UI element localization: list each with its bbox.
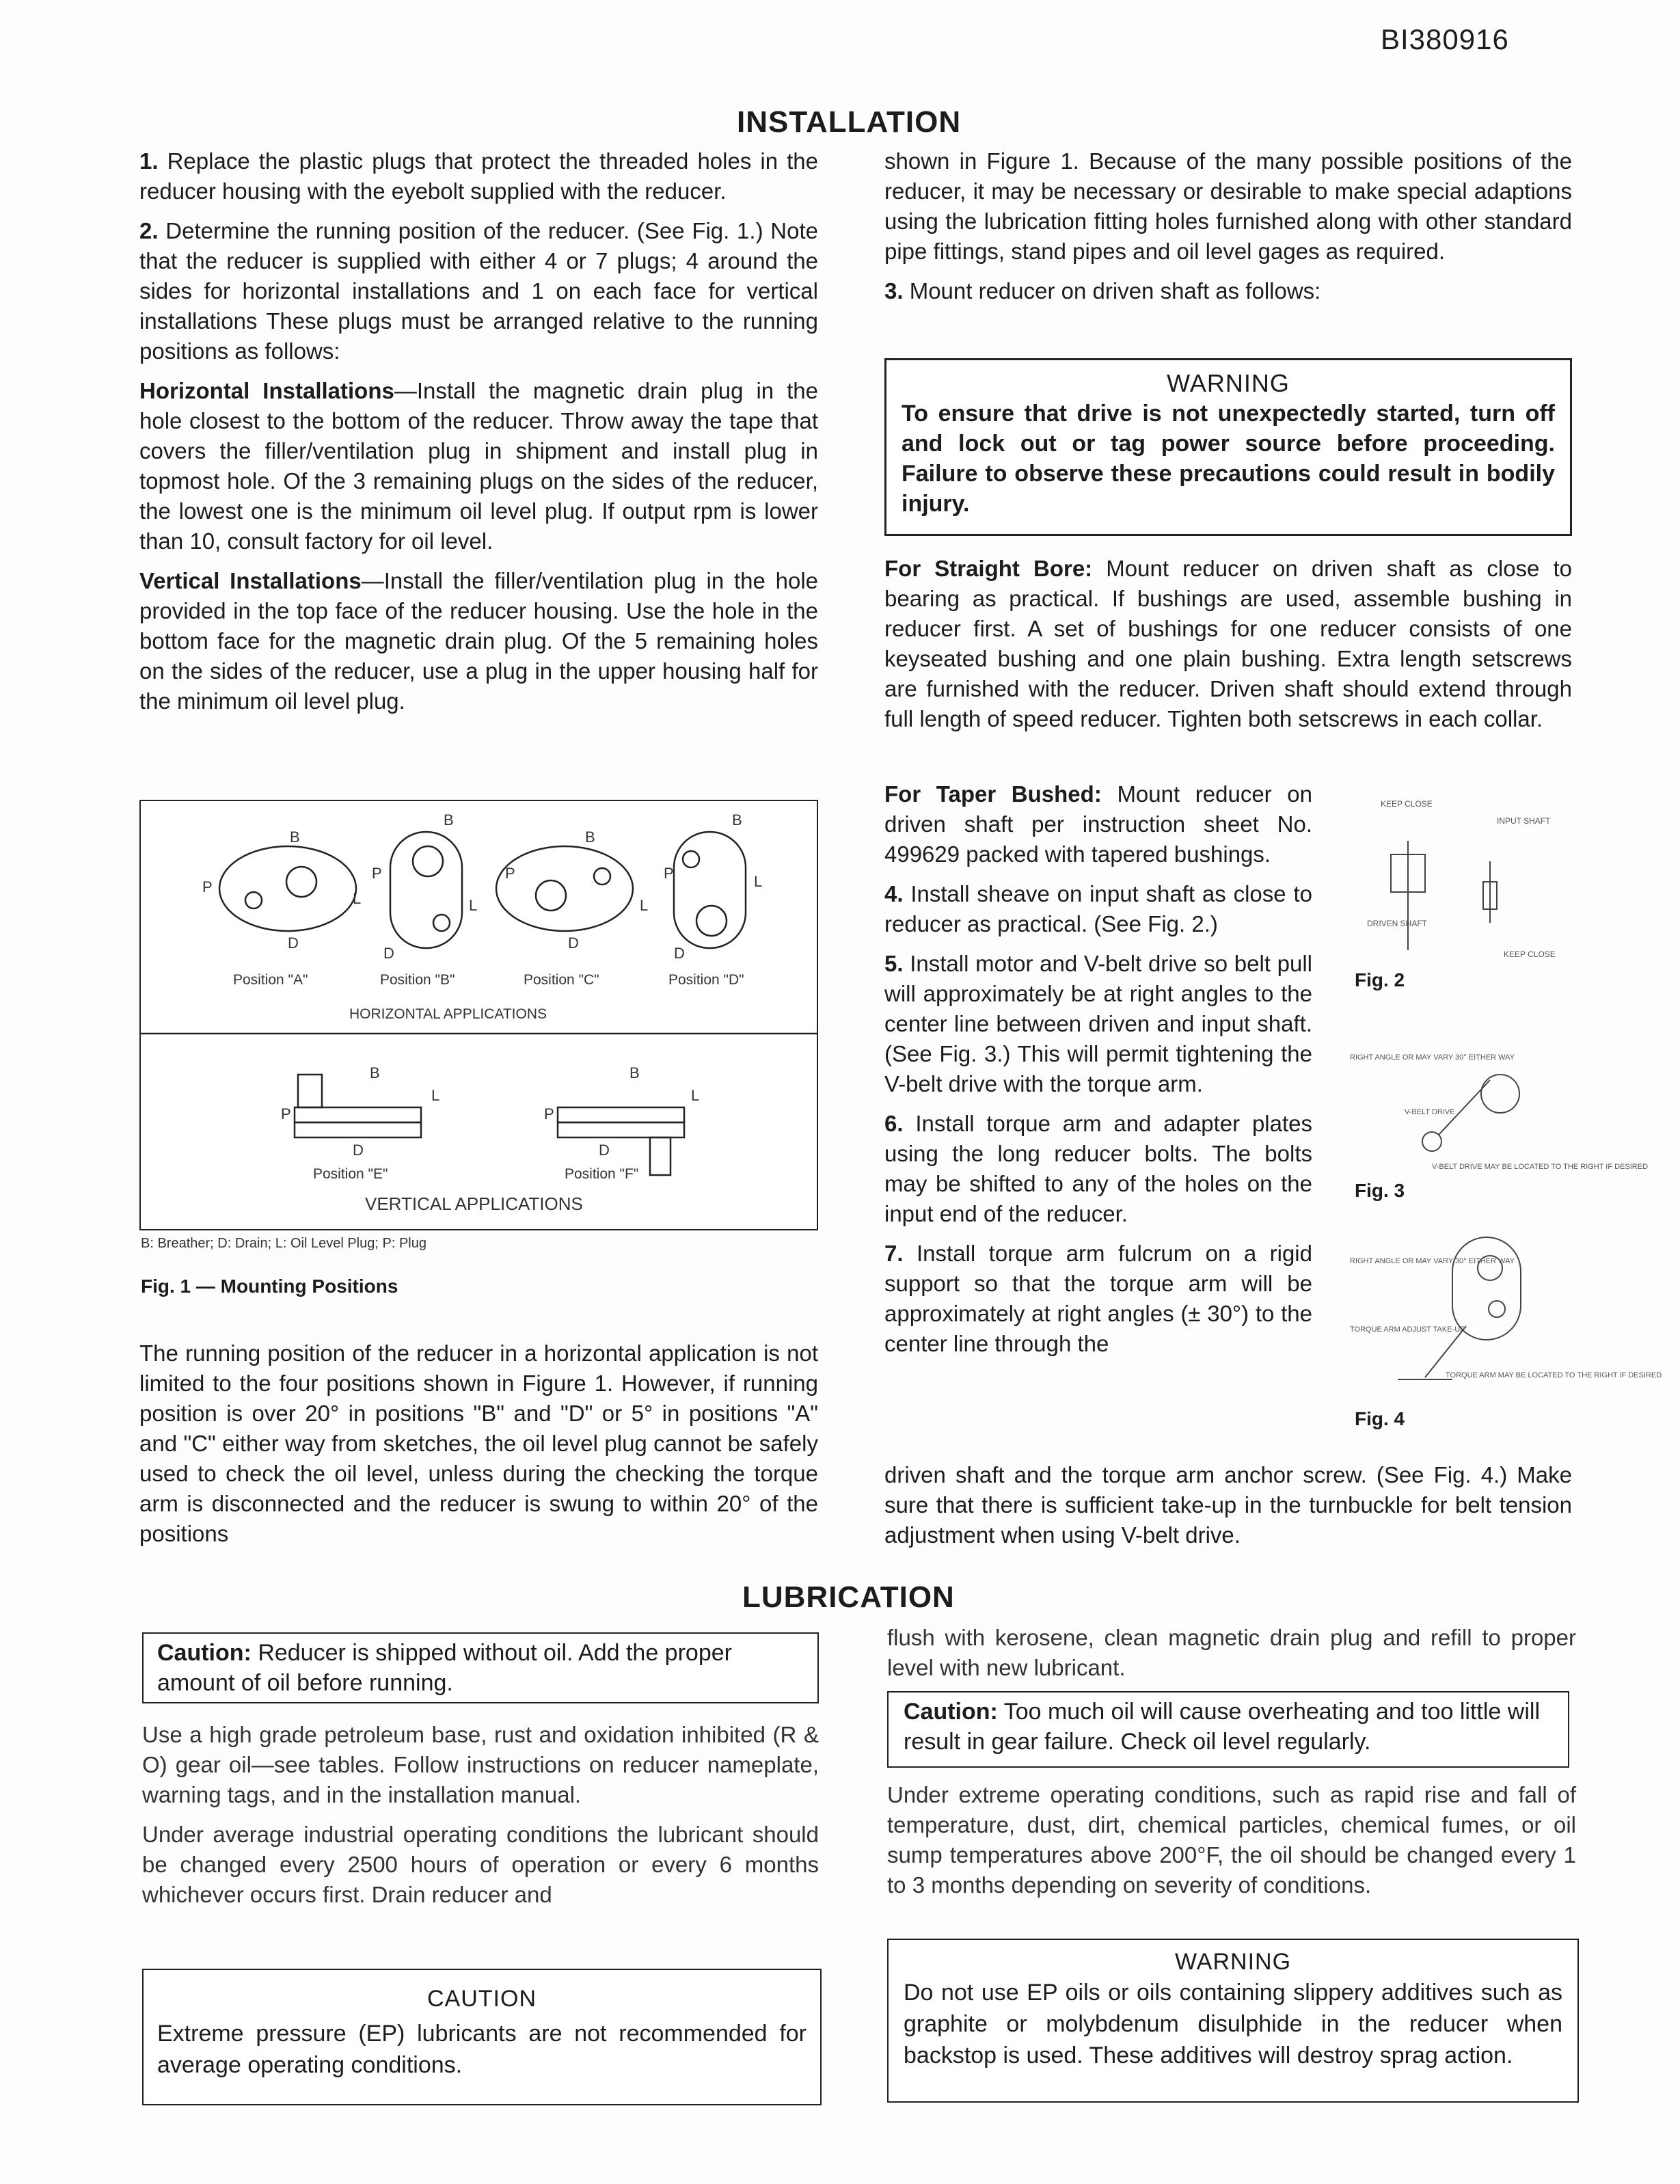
vertical-applications-caption: VERTICAL APPLICATIONS: [365, 1194, 583, 1214]
label-d-b: B: [732, 811, 742, 828]
step-1: [139, 146, 818, 206]
step-1-number: 1.: [139, 148, 159, 174]
step-3-text: Mount reducer on driven shaft as follows:: [909, 278, 1321, 304]
vertical-label: Vertical Installations: [139, 568, 362, 593]
label-c-l: L: [640, 897, 649, 914]
step-5-number: 5.: [884, 951, 904, 976]
fig3-label-v-belt-drive: V-BELT DRIVE: [1405, 1108, 1455, 1116]
step-4-text: Install sheave on input shaft as close to reducer as practical. (See Fig. 2.): [884, 881, 1312, 936]
lubrication-right-top: [887, 1623, 1576, 1693]
fig3-drive-sheave: [1422, 1132, 1441, 1151]
step-6-number: 6.: [884, 1111, 904, 1136]
lubrication-caution-2: [887, 1691, 1569, 1768]
figure-3-drawing: [1350, 1039, 1649, 1183]
straight-bore-text: Mount reducer on driven shaft as close to bearing as practical. If bushings are used, assemble bushing in reducer first. A set of bushings for one reducer consists of one keyseated bushing and one plain bushing. Extra length setscrews are furnished with the reducer. Driven shaft should extend through full length of speed reducer. Tighten both setscrews in each collar.: [884, 556, 1573, 731]
lubrication-warning-text: Do not use EP oils or oils containing slippery additives such as graphite or molybdenum disulphide in the reducer when backstop is used. These additives will destroy sprag action.: [904, 1980, 1562, 2068]
installation-heading: INSTALLATION: [737, 105, 962, 139]
step-4: [884, 879, 1312, 939]
installation-warning-text: To ensure that drive is not unexpectedly started, turn off and lock out or tag power source before proceeding. Failure to observe these precautions could result in bodily injury.: [902, 401, 1555, 517]
lubrication-warning-title: WARNING: [1174, 1949, 1292, 1975]
taper-bushed-paragraph: [884, 779, 1312, 869]
position-a-input-bore: [286, 867, 316, 897]
position-f-housing-bottom: [558, 1122, 684, 1137]
fig2-label-keep-close-bottom: KEEP CLOSE: [1504, 949, 1556, 959]
fig4-label-right-angle: RIGHT ANGLE OR MAY VARY 30° EITHER WAY: [1350, 1257, 1515, 1265]
fig4-input-bore: [1489, 1301, 1505, 1317]
fig4-label-torque-arm: TORQUE ARM ADJUST TAKE-UP: [1350, 1325, 1465, 1334]
step-7: [884, 1239, 1312, 1359]
step-7-continued: [884, 1460, 1572, 1560]
straight-bore-paragraph: [884, 554, 1572, 744]
step-2: [139, 216, 818, 366]
step-6: [884, 1109, 1312, 1229]
fig2-label-driven-shaft: DRIVEN SHAFT: [1367, 919, 1428, 928]
lubrication-caution-1: [142, 1632, 819, 1703]
horizontal-label: Horizontal Installations: [139, 378, 394, 403]
figure-1-caption: Fig. 1 — Mounting Positions: [141, 1276, 398, 1297]
caution-box-title: CAUTION: [427, 1986, 537, 2012]
figure-1-legend: B: Breather; D: Drain; L: Oil Level Plug; P: Plug: [141, 1236, 426, 1251]
label-d-d: D: [674, 945, 685, 962]
document-id: BI380916: [1381, 23, 1509, 55]
caution-2-text: Too much oil will cause overheating and too little will result in gear failure. Check oil level regularly.: [904, 1699, 1540, 1755]
lubrication-para-2: Under average industrial operating conditions the lubricant should be changed every 2500 hours of operation or every 6 months whichever occurs first. Drain reducer and: [142, 1822, 819, 1907]
running-position-text: The running position of the reducer in a horizontal application is not limited to the four positions shown in Figure 1. However, if running position is over 20° in positions "B" and "D" or 5° in positions "A" and "C" either way from sketches, the oil level plug cannot be safely used to check the oil level, unless during the checking the torque arm is disconnected and the reducer is swung to within 20° of the positions: [139, 1340, 818, 1546]
label-f-l: L: [691, 1087, 700, 1104]
running-position-paragraph: [139, 1338, 818, 1559]
installation-warning-box: [884, 358, 1572, 536]
step-3-number: 3.: [884, 278, 904, 304]
position-d-input-bore: [696, 906, 727, 936]
installation-steps-4-7: [884, 779, 1312, 1369]
label-c-p: P: [505, 865, 515, 882]
position-b-input-bore: [413, 846, 443, 876]
label-d-l: L: [754, 873, 763, 890]
horizontal-applications-caption: HORIZONTAL APPLICATIONS: [349, 1006, 547, 1022]
position-a-output-bore: [245, 892, 262, 908]
lubrication-left-column: [142, 1720, 819, 1919]
label-e-d: D: [353, 1142, 364, 1159]
installation-right-intro: [884, 146, 1572, 316]
position-b-label: Position "B": [380, 972, 455, 988]
label-a-b: B: [290, 828, 300, 846]
caution-2-label: Caution:: [904, 1699, 998, 1725]
fig4-torque-arm: [1425, 1326, 1466, 1377]
position-a-label: Position "A": [233, 972, 308, 988]
figure-4-caption: Fig. 4: [1355, 1408, 1405, 1429]
step-4-number: 4.: [884, 881, 904, 906]
position-c-label: Position "C": [524, 972, 599, 988]
figure-4-drawing: [1350, 1224, 1662, 1408]
right-intro-text: shown in Figure 1. Because of the many possible positions of the reducer, it may be necessary or desirable to make special adaptions using the lubrication fitting holes furnished along with other standard pipe fittings, stand pipes and oil level gages as required.: [884, 148, 1572, 264]
figure-2-drawing: [1353, 786, 1572, 991]
label-b-d: D: [383, 945, 394, 962]
step-2-number: 2.: [139, 218, 159, 243]
step-3: [884, 276, 1572, 306]
position-f-label: Position "F": [565, 1166, 639, 1182]
horizontal-text: —Install the magnetic drain plug in the hole closest to the bottom of the reducer. Throw away the tape that covers the filler/ventilation plug in shipment and install plug in topmost hole. Of the 3 remaining plugs on the sides of the reducer, the lowest one is the minimum oil level plug. If output rpm is lower than 10, consult factory for oil level.: [139, 378, 818, 554]
label-d-p: P: [664, 865, 674, 882]
position-b-housing: [390, 832, 462, 948]
position-d-housing: [674, 832, 746, 948]
label-e-b: B: [370, 1064, 380, 1081]
label-f-p: P: [544, 1105, 554, 1122]
fig4-label-located-right: TORQUE ARM MAY BE LOCATED TO THE RIGHT IF DESIRED: [1446, 1371, 1662, 1379]
taper-bushed-text: Mount reducer on driven shaft per instruction sheet No. 499629 packed with tapered bushings.: [884, 781, 1312, 867]
step-5: [884, 949, 1312, 1099]
step-6-text: Install torque arm and adapter plates using the long reducer bolts. The bolts may be shifted to any of the holes on the input end of the reducer.: [884, 1111, 1312, 1226]
lubrication-right-middle: [887, 1780, 1576, 1910]
caution-box-text: Extreme pressure (EP) lubricants are not recommended for average operating conditions.: [157, 2021, 807, 2078]
fig3-belt: [1439, 1080, 1490, 1135]
step-7-text: Install torque arm fulcrum on a rigid support so that the torque arm will be approximately at right angles (± 30°) to the center line through the: [884, 1241, 1312, 1356]
label-a-l: L: [353, 890, 362, 907]
label-a-p: P: [202, 878, 213, 895]
label-c-d: D: [568, 934, 579, 952]
step-7-number: 7.: [884, 1241, 904, 1266]
fig3-label-right-angle: RIGHT ANGLE OR MAY VARY 30° EITHER WAY: [1350, 1053, 1515, 1062]
step-5-text: Install motor and V-belt drive so belt pull will approximately be at right angles to the center line between driven and input shaft. (See Fig. 3.) This will permit tightening the V-belt drive with the torque arm.: [884, 951, 1313, 1096]
label-b-l: L: [469, 897, 478, 914]
label-c-b: B: [585, 828, 595, 846]
label-e-p: P: [281, 1105, 291, 1122]
lubrication-para-1: Use a high grade petroleum base, rust and oxidation inhibited (R & O) gear oil—see tables. Follow instructions on reducer nameplate, warning tags, and in the installation manual.: [142, 1722, 819, 1807]
fig4-reducer: [1452, 1237, 1521, 1340]
position-e-housing-bottom: [295, 1122, 421, 1137]
vertical-text: —Install the filler/ventilation plug in the hole provided in the top face of the reducer housing. Use the hole in the bottom face for the magnetic drain plug. Of the 5 remaining holes on the sides of the reducer, use a plug in the upper housing half for the minimum oil level plug.: [139, 568, 819, 714]
position-d-label: Position "D": [668, 972, 744, 988]
label-a-d: D: [288, 934, 299, 952]
caution-1-text: Reducer is shipped without oil. Add the proper amount of oil before running.: [157, 1640, 732, 1696]
position-c-output-bore: [594, 868, 610, 885]
step-1-text: Replace the plastic plugs that protect the threaded holes in the reducer housing with the eyebolt supplied with the reducer.: [139, 148, 819, 204]
position-f-pipe: [650, 1137, 670, 1175]
label-e-l: L: [431, 1087, 440, 1104]
fig3-driven-sheave: [1481, 1075, 1519, 1113]
taper-bushed-label: For Taper Bushed:: [884, 781, 1102, 807]
lubrication-right-para-1: flush with kerosene, clean magnetic drain plug and refill to proper level with new lubricant.: [887, 1625, 1576, 1680]
fig2-label-keep-close-top: KEEP CLOSE: [1381, 799, 1433, 809]
step-7-continued-text: driven shaft and the torque arm anchor screw. (See Fig. 4.) Make sure that there is sufficient take-up in the turnbuckle for belt tension adjustment when using V-belt drive.: [884, 1462, 1572, 1548]
fig3-label-located-right: V-BELT DRIVE MAY BE LOCATED TO THE RIGHT IF DESIRED: [1432, 1163, 1649, 1171]
figure-1-mounting-positions: [139, 800, 818, 1230]
figure-3-caption: Fig. 3: [1355, 1180, 1405, 1201]
step-2-text: Determine the running position of the reducer. (See Fig. 1.) Note that the reducer is supplied with either 4 or 7 plugs; 4 around the sides for horizontal installations and 1 on each face for vertical installations These plugs must be arranged relative to the running positions as follows:: [139, 218, 818, 364]
position-d-output-bore: [683, 851, 699, 867]
position-e-pipe: [298, 1075, 322, 1107]
label-f-d: D: [599, 1142, 610, 1159]
caution-1-label: Caution:: [157, 1640, 252, 1666]
position-f-housing-top: [558, 1107, 684, 1122]
label-f-b: B: [629, 1064, 640, 1081]
label-b-p: P: [372, 865, 382, 882]
lubrication-right-para-2: Under extreme operating conditions, such as rapid rise and fall of temperature, dust, dirt, chemical particles, chemical fumes, or oil sump temperatures above 200°F, the oil should be changed every 1 to 3 months depending on severity of conditions.: [887, 1782, 1576, 1898]
position-c-input-bore: [536, 880, 566, 911]
installation-left-column: [139, 146, 818, 726]
lubrication-caution-box: [142, 1969, 822, 2105]
straight-bore-label: For Straight Bore:: [884, 556, 1093, 581]
installation-warning-title: WARNING: [1167, 369, 1290, 397]
label-b-b: B: [444, 811, 454, 828]
figure-2-caption: Fig. 2: [1355, 969, 1405, 990]
horizontal-installations: [139, 376, 818, 556]
fig2-label-input-shaft: INPUT SHAFT: [1497, 816, 1551, 826]
position-b-output-bore: [433, 915, 450, 931]
position-e-housing-top: [295, 1107, 421, 1122]
figure-1-drawing: [141, 801, 817, 1229]
vertical-installations: [139, 566, 818, 716]
position-e-label: Position "E": [313, 1166, 388, 1182]
lubrication-warning-box: [887, 1939, 1579, 2103]
lubrication-heading: LUBRICATION: [742, 1580, 955, 1614]
